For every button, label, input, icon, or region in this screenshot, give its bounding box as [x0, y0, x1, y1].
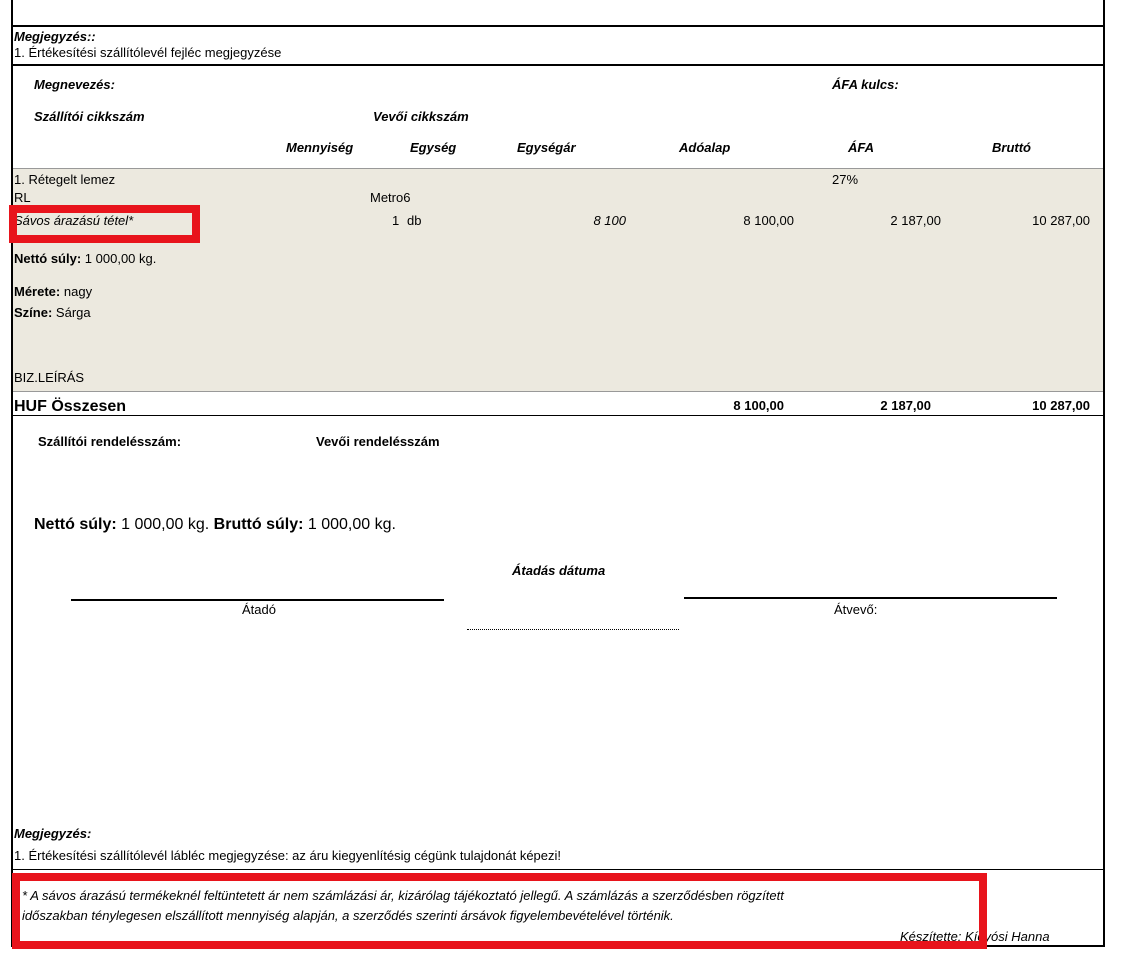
- item-net: 8 100,00: [743, 213, 794, 228]
- header-note-text: 1. Értékesítési szállítólevél fejléc megjegyzése: [14, 45, 282, 60]
- header-note-label: Megjegyzés::: [14, 29, 96, 44]
- col-mennyiseg: Mennyiség: [286, 140, 354, 155]
- item-vat: 2 187,00: [890, 213, 941, 228]
- receiver-signature-line: [684, 597, 1057, 599]
- weights-net-label: Nettó súly:: [34, 516, 117, 533]
- disclaimer-line-2: időszakban ténylegesen elszállított mennyiség alapján, a szerződés szerinti ársávok figyelembevételével történik.: [22, 908, 674, 923]
- totals-gross: 10 287,00: [1032, 398, 1090, 413]
- item-supplier-code: RL: [14, 190, 31, 205]
- totals-net: 8 100,00: [733, 398, 784, 413]
- handover-date-label: Átadás dátuma: [512, 563, 606, 578]
- col-afa: ÁFA: [848, 140, 874, 155]
- header-note-divider: [11, 64, 1105, 66]
- footer-note-divider: [11, 869, 1105, 870]
- giver-label: Átadó: [242, 602, 276, 617]
- giver-signature-line: [71, 599, 444, 601]
- item-net-weight: [14, 251, 156, 266]
- weights-net-value: 1 000,00 kg.: [121, 516, 210, 533]
- totals-vat: 2 187,00: [880, 398, 931, 413]
- frame-left: [11, 0, 13, 945]
- col-vevoi-cikkszam: Vevői cikkszám: [373, 109, 469, 124]
- receiver-label: Átvevő:: [834, 602, 878, 617]
- buyer-order-label: Vevői rendelésszám: [316, 434, 440, 449]
- prepared-by: Készítette: Kígyósi Hanna: [900, 929, 1050, 944]
- item-quantity: 1: [392, 213, 400, 228]
- item-unit: db: [407, 213, 422, 228]
- item-vat-rate: 27%: [832, 172, 859, 187]
- footer-note-label: Megjegyzés:: [14, 826, 92, 841]
- disclaimer-line-1: * A sávos árazású termékeknél feltüntetett ár nem számlázási ár, kizárólag tájékoztató jellegű. A számlázás a szerződésben rögzített: [22, 888, 784, 903]
- item-color-label: Színe:: [14, 305, 53, 320]
- item-color-value: Sárga: [55, 305, 91, 320]
- weights-gross-value: 1 000,00 kg.: [307, 516, 396, 533]
- supplier-order-label: Szállítói rendelésszám:: [38, 434, 182, 449]
- item-tier-label: Sávos árazású tétel*: [14, 213, 134, 228]
- item-net-weight-value: 1 000,00 kg.: [84, 251, 157, 266]
- item-block: [13, 168, 1103, 392]
- date-dotted-line: [467, 629, 679, 630]
- item-color: [14, 305, 91, 320]
- item-size: [14, 284, 92, 299]
- item-name: 1. Rétegelt lemez: [14, 172, 116, 187]
- highlight-box-disclaimer: [12, 873, 987, 949]
- col-adoalap: Adóalap: [679, 140, 731, 155]
- item-buyer-code: Metro6: [370, 190, 411, 205]
- highlight-box-tier-label: [9, 205, 200, 243]
- item-size-label: Mérete:: [14, 284, 61, 299]
- col-egyseg: Egység: [410, 140, 457, 155]
- footer-note-text: 1. Értékesítési szállítólevél lábléc megjegyzése: az áru kiegyenlítésig cégünk tulajdonát képezi!: [14, 848, 562, 863]
- col-szallitoi-cikkszam: Szállítói cikkszám: [34, 109, 145, 124]
- frame-top-divider: [11, 25, 1105, 27]
- item-gross: 10 287,00: [1032, 213, 1090, 228]
- totals-label: HUF Összesen: [14, 398, 127, 415]
- col-megnevezes: Megnevezés:: [34, 77, 115, 92]
- totals-divider: [13, 415, 1103, 416]
- item-unit-price: 8 100: [593, 213, 626, 228]
- weights-line: [34, 516, 396, 534]
- item-net-weight-label: Nettó súly:: [14, 251, 82, 266]
- col-brutto: Bruttó: [992, 140, 1031, 155]
- weights-gross-label: Bruttó súly:: [213, 516, 304, 533]
- col-afa-kulcs: ÁFA kulcs:: [832, 77, 899, 92]
- col-egysegar: Egységár: [517, 140, 576, 155]
- item-size-value: nagy: [63, 284, 93, 299]
- item-description: BIZ.LEÍRÁS: [14, 370, 85, 385]
- frame-right: [1103, 0, 1105, 945]
